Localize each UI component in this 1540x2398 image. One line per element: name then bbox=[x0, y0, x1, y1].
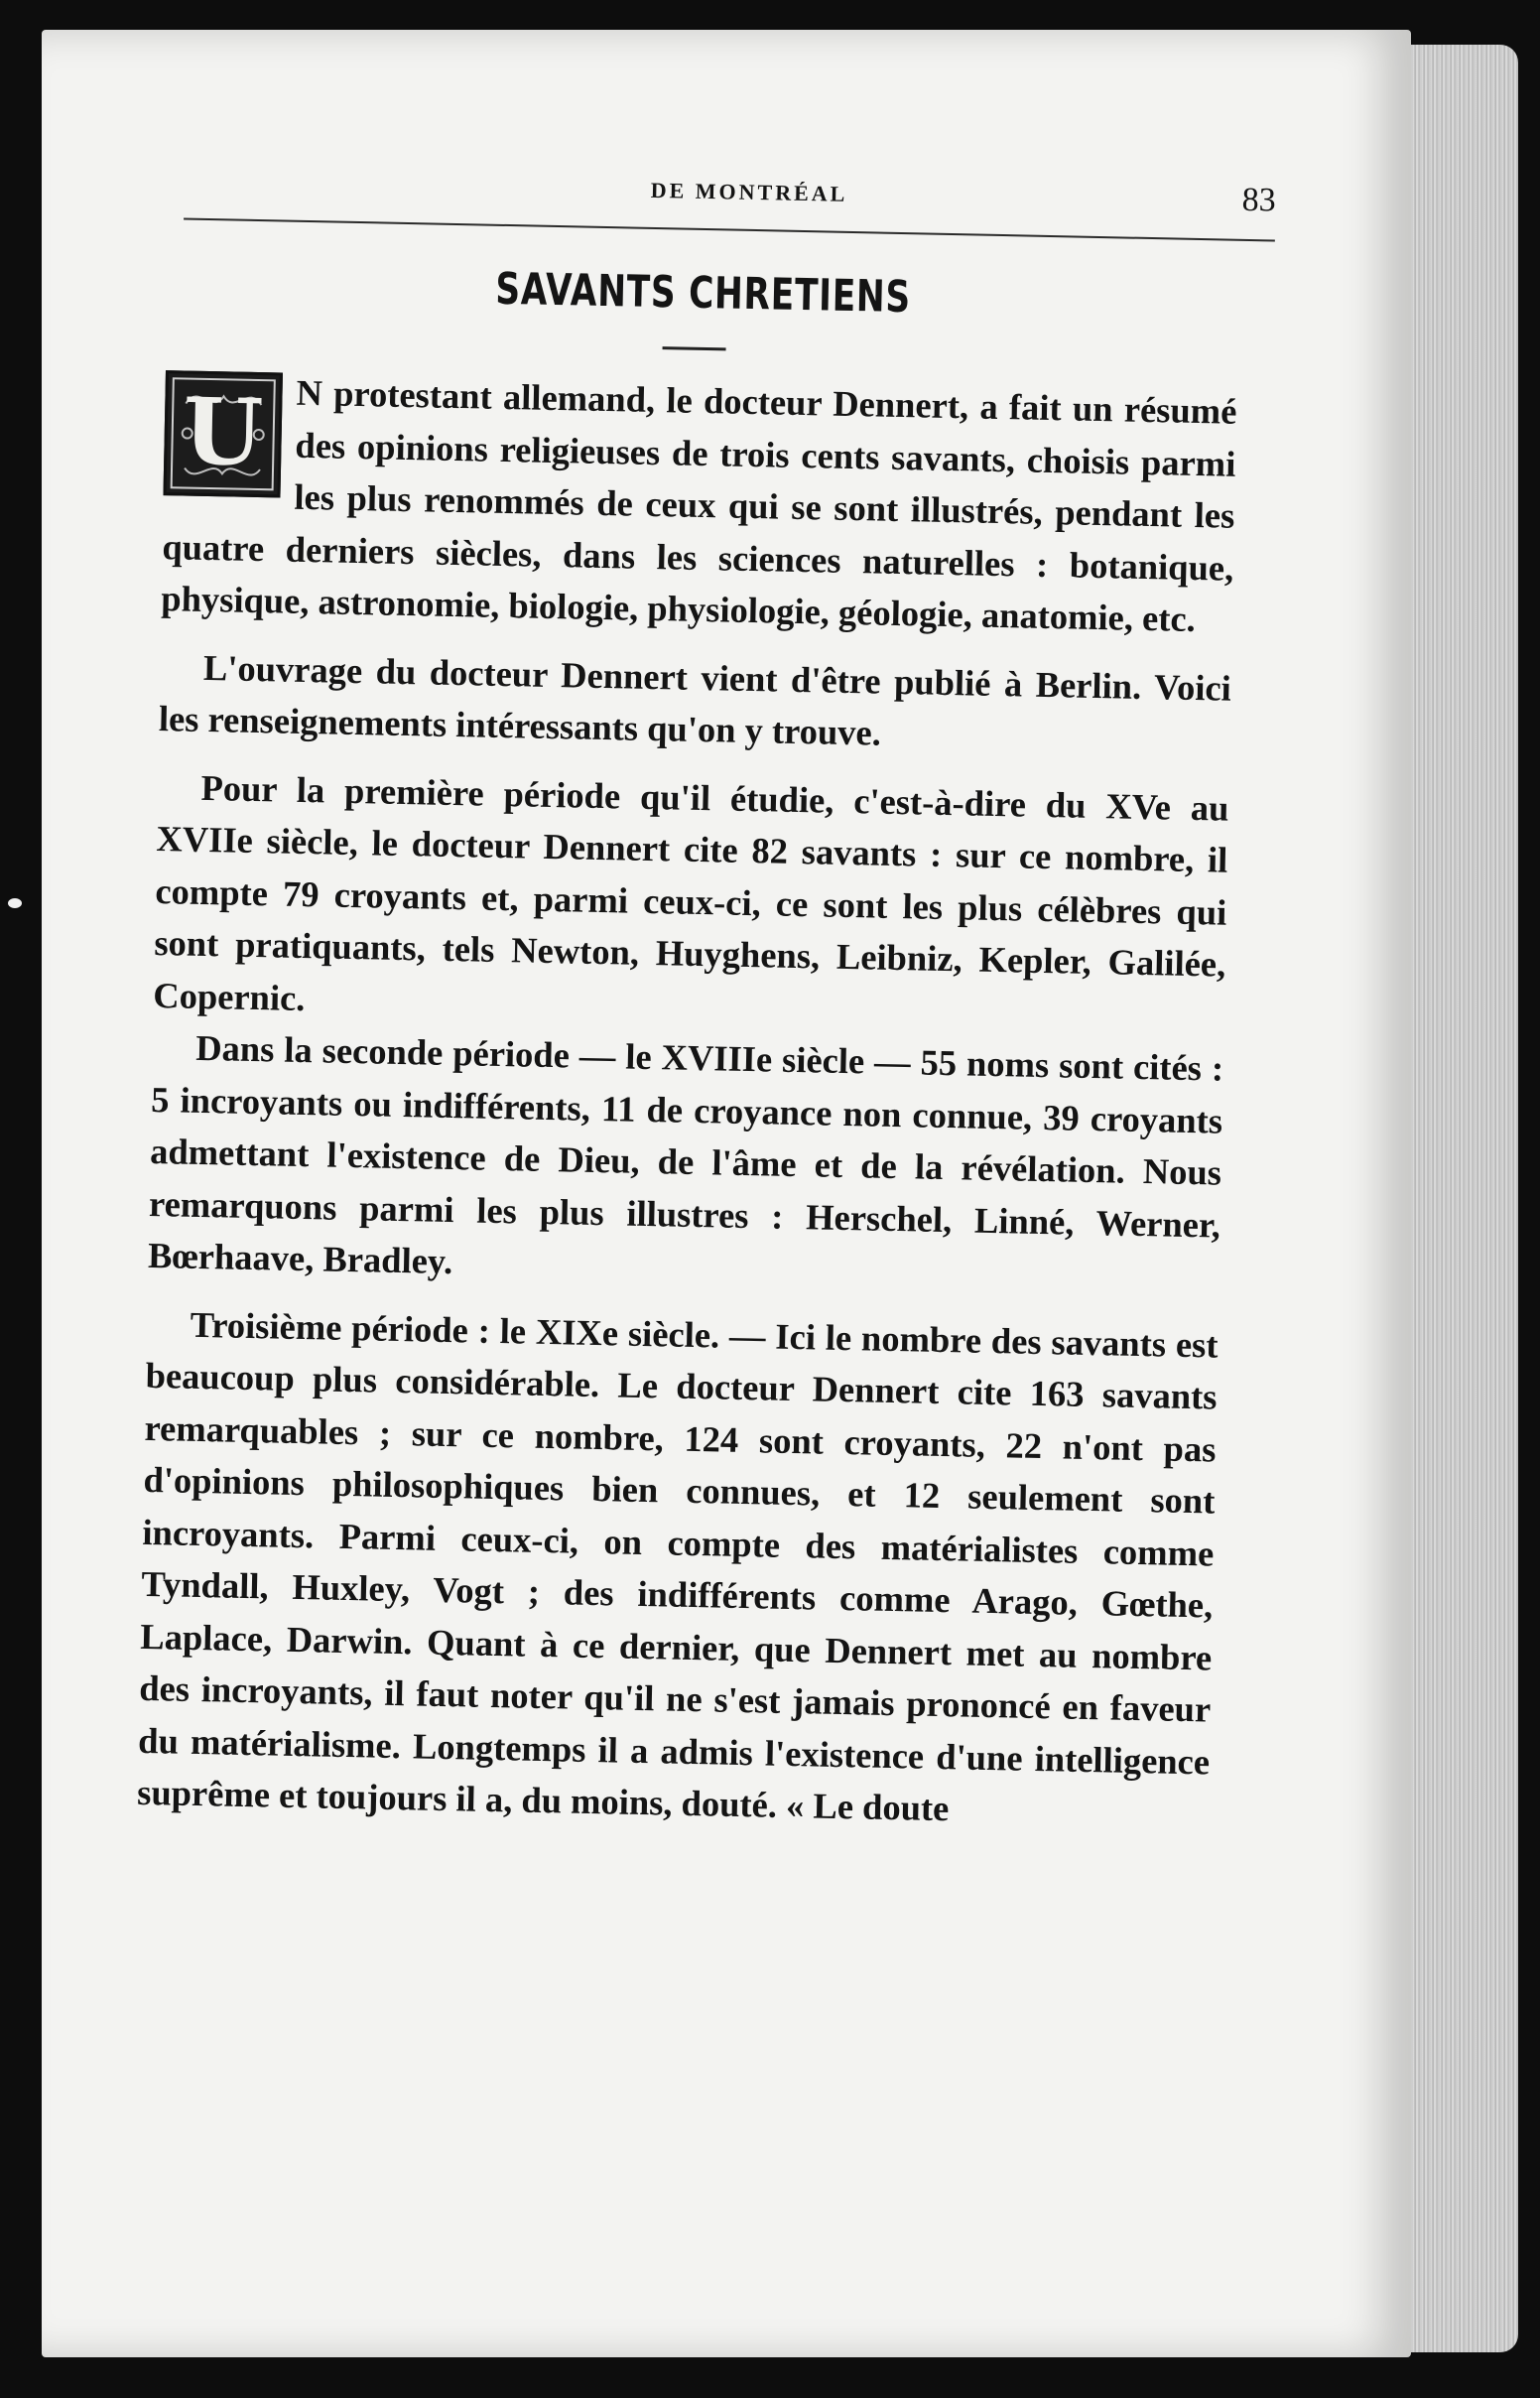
paragraph-5: Troisième période : le XIXe siècle. — Ici le nombre des savants est beaucoup plus considérable. Le docteur Dennert cite 163 savants remarquables ; sur ce nombre, 124 sont croyants, 22 n'ont pas d'opinions philosophiques bien connues, et 12 seulement sont incroyants. Parmi ceux-ci, on compte des matérialistes comme Tyndall, Huxley, Vogt ; des indifférents comme Arago, Gœthe, Laplace, Darwin. Quant à ce dernier, que Dennert met au nombre des incroyants, il faut noter qu'il ne s'est jamais prononcé en faveur du matérialisme. Longtemps il a admis l'existence d'une intelligence suprême et toujours il a, du moins, douté. « Le doute bbox=[136, 1303, 1219, 1829]
article-title: SAVANTS CHRETIENS bbox=[494, 263, 912, 324]
title-rule bbox=[663, 346, 726, 350]
running-title: DE MONTRÉAL bbox=[650, 177, 848, 206]
dropcap-letter: U bbox=[182, 377, 264, 487]
paragraph-1-text: N protestant allemand, le docteur Dennert, a fait un résumé des opinions religieuses de trois cents savants, choisis parmi les plus renommés de ceux qui se sont illustrés, pendant les quatre derniers siècles, dans les sciences naturelles : botanique, physique, astronomie, biologie, physiologie, géologie, anatomie, etc. bbox=[160, 371, 1237, 639]
paragraph-4: Dans la seconde période — le XVIIIe siècle — 55 noms sont cités : 5 incroyants ou indifférents, 11 de croyance non connue, 39 croyants admettant l'existence de Dieu, de l'âme et de la révélation. Nous remarquons parmi les plus illustres : Herschel, Linné, Werner, Bœrhaave, Bradley. bbox=[147, 1026, 1224, 1282]
paragraph-2: L'ouvrage du docteur Dennert vient d'être publié à Berlin. Voici les renseignements intéressants qu'on y trouve. bbox=[158, 646, 1232, 753]
paragraph-3: Pour la première période qu'il étudie, c'est-à-dire du XVe au XVIIe siècle, le docteur Dennert cite 82 savants : sur ce nombre, il compte 79 croyants et, parmi ceux-ci, ce sont les plus célèbres qui sont pratiquants, tels Newton, Huyghens, Leibniz, Kepler, Galilée, Copernic. bbox=[152, 766, 1229, 1018]
page-content bbox=[69, 117, 1302, 2245]
article-body bbox=[137, 364, 1237, 1840]
paragraph-1 bbox=[161, 364, 1237, 646]
scan-speck bbox=[8, 898, 22, 908]
page-number: 83 bbox=[1241, 181, 1277, 219]
ornamental-dropcap bbox=[163, 370, 283, 497]
book-page bbox=[42, 30, 1411, 2357]
